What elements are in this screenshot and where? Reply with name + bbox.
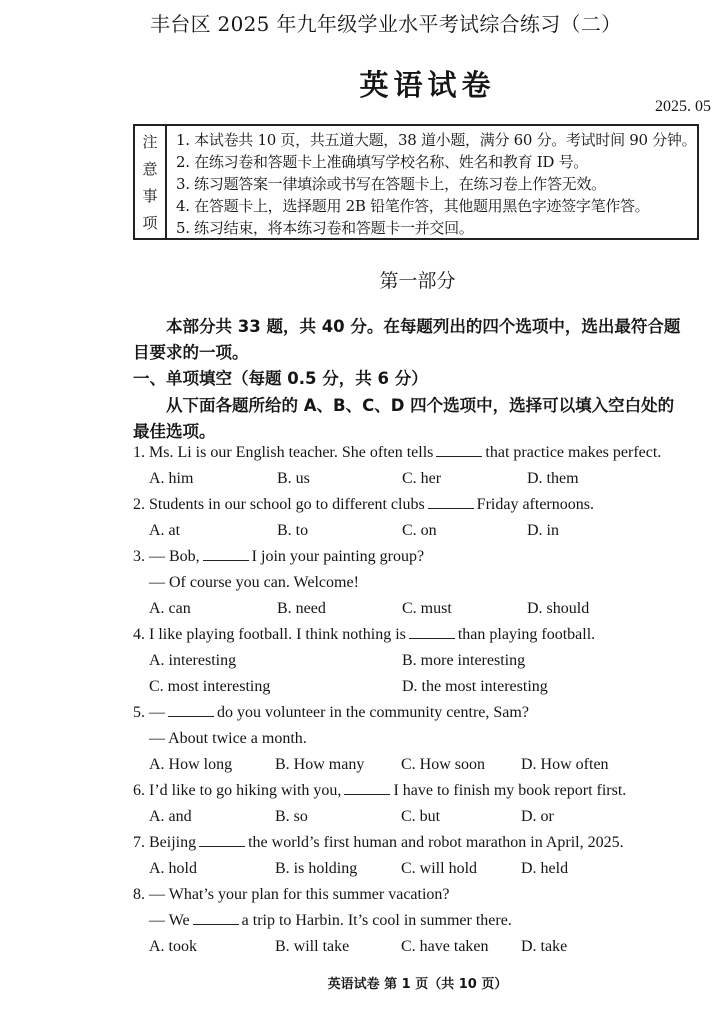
option-b: B. How many (275, 756, 365, 773)
question-2-stem (133, 496, 594, 514)
option-d: D. in (527, 522, 559, 539)
question-4-stem (133, 626, 595, 644)
question-reply-text: a trip to Harbin. It’s cool in summer there. (241, 912, 512, 929)
notice-box (133, 124, 699, 240)
notice-items (167, 126, 697, 238)
page-footer: 英语试卷 第 1 页（共 10 页） (327, 977, 508, 992)
exam-subtitle: 英语试卷 (359, 68, 496, 102)
option-a: A. at (149, 522, 181, 539)
notice-label-char: 事 (142, 187, 158, 205)
answer-blank (436, 455, 482, 457)
option-a: A. took (149, 938, 197, 955)
question-stem-text: the world’s first human and robot marathon in April, 2025. (248, 834, 624, 851)
question-8-reply (149, 912, 512, 930)
question-stem-text: Friday afternoons. (476, 496, 594, 513)
question-5-stem (133, 704, 529, 722)
option-a: A. How long (149, 756, 233, 773)
option-a: A. hold (149, 860, 197, 877)
question-stem-text: 6. I’d like to go hiking with you, (133, 782, 342, 799)
notice-label (135, 126, 167, 238)
question-stem-text: 7. Beijing (133, 834, 197, 851)
notice-item: 3. 练习题答案一律填涂或书写在答题卡上，在练习卷上作答无效。 (176, 174, 606, 193)
answer-blank (168, 715, 214, 717)
answer-blank (199, 845, 245, 847)
question-stem-text: 4. I like playing football. I think nothing is (133, 626, 406, 643)
option-d: D. take (521, 938, 568, 955)
question-3-stem (133, 548, 424, 566)
question-stem-text: 5. — (133, 704, 165, 721)
exam-title: 丰台区 2025 年九年级学业水平考试综合练习（二） (150, 12, 622, 36)
question-stem-text: do you volunteer in the community centre, Sam? (217, 704, 529, 721)
option-b: B. will take (275, 938, 350, 955)
option-c: C. her (402, 470, 442, 487)
option-d: D. How often (521, 756, 609, 773)
option-d: D. or (521, 808, 554, 825)
answer-blank (203, 559, 249, 561)
question-8-stem: 8. — What’s your plan for this summer vacation? (133, 886, 450, 903)
part-intro-line1: 本部分共 33 题，共 40 分。在每题列出的四个选项中，选出最符合题 (166, 317, 681, 336)
answer-blank (428, 507, 474, 509)
notice-item: 1. 本试卷共 10 页，共五道大题，38 道小题，满分 60 分。考试时间 90 分钟。 (176, 131, 697, 150)
section-intro-line2: 最佳选项。 (133, 422, 216, 441)
question-stem-text: than playing football. (457, 626, 596, 643)
section-intro-line1: 从下面各题所给的 A、B、C、D 四个选项中，选择可以填入空白处的 (166, 396, 675, 415)
option-a: A. and (149, 808, 192, 825)
option-c: C. have taken (401, 938, 489, 955)
question-stem-text: 2. Students in our school go to different clubs (133, 496, 425, 513)
option-a: A. him (149, 470, 194, 487)
question-stem-text: I have to finish my book report first. (393, 782, 627, 799)
option-b: B. is holding (275, 860, 358, 877)
option-b: B. more interesting (402, 652, 526, 669)
option-d: D. should (527, 600, 590, 617)
part-heading: 第一部分 (379, 270, 456, 292)
question-6-stem (133, 782, 626, 800)
option-c: C. will hold (401, 860, 478, 877)
answer-blank (344, 793, 390, 795)
notice-item: 2. 在练习卷和答题卡上准确填写学校名称、姓名和教育 ID 号。 (176, 153, 588, 172)
question-stem-text: 3. — Bob, (133, 548, 200, 565)
question-stem-text: I join your painting group? (251, 548, 425, 565)
question-1-stem (133, 444, 661, 462)
question-7-stem (133, 834, 624, 852)
option-b: B. us (277, 470, 310, 487)
option-d: D. the most interesting (402, 678, 548, 695)
notice-label-char: 意 (142, 160, 158, 178)
option-c: C. most interesting (149, 678, 271, 695)
notice-label-char: 项 (142, 214, 158, 232)
option-c: C. How soon (401, 756, 486, 773)
section-title: 一、单项填空（每题 0.5 分，共 6 分） (133, 369, 428, 388)
option-a: A. can (149, 600, 191, 617)
question-3-reply: — Of course you can. Welcome! (149, 574, 359, 591)
question-stem-text: 1. Ms. Li is our English teacher. She often tells (133, 444, 434, 461)
option-d: D. them (527, 470, 579, 487)
option-d: D. held (521, 860, 569, 877)
option-c: C. must (402, 600, 452, 617)
notice-item: 4. 在答题卡上，选择题用 2B 铅笔作答，其他题用黑色字迹签字笔作答。 (176, 196, 650, 215)
question-stem-text: that practice makes perfect. (485, 444, 662, 461)
part-intro-line2: 目要求的一项。 (133, 343, 249, 362)
answer-blank (193, 923, 239, 925)
exam-date: 2025. 05 (655, 98, 711, 115)
option-c: C. on (402, 522, 437, 539)
answer-blank (409, 637, 455, 639)
option-a: A. interesting (149, 652, 237, 669)
notice-item: 5. 练习结束，将本练习卷和答题卡一并交回。 (176, 218, 474, 237)
option-b: B. need (277, 600, 326, 617)
option-b: B. so (275, 808, 308, 825)
question-reply-text: — We (149, 912, 190, 929)
option-b: B. to (277, 522, 309, 539)
notice-label-char: 注 (142, 133, 158, 151)
option-c: C. but (401, 808, 441, 825)
question-5-reply: — About twice a month. (149, 730, 307, 747)
